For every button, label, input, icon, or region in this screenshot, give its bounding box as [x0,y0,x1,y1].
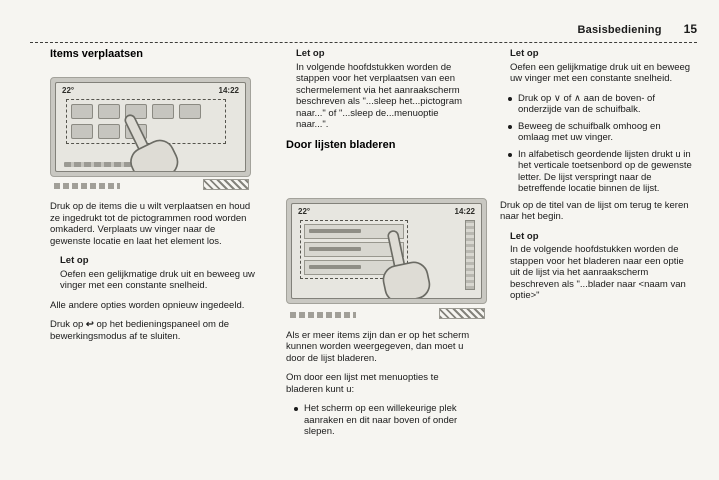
bullet-text: Druk op ∨ of ∧ aan de boven- of onderzijde van de schuifbalk. [518,92,655,115]
pointing-hand-icon [371,223,436,298]
section-title: Basisbediening [577,24,662,36]
note-block [60,255,258,292]
note-title: Let op [60,255,89,266]
screen-statusbar [56,83,245,97]
paragraph: Druk op de titel van de lijst om terug te keren naar het begin. [500,199,689,222]
paragraph: Als er meer items zijn dan er op het scherm kunnen worden weergegeven, dan moet u door de lijst bladeren. [286,329,470,364]
figure-scroll-lists [286,198,491,320]
page-header [30,20,697,43]
screen-display [291,203,482,299]
back-icon: ↩ [85,319,94,330]
bullet-item [508,93,692,116]
bullet-text: Het scherm op een willekeurige plek aanraken en dit naar boven of onder slepen. [304,403,458,437]
bullet-dot [294,407,298,411]
app-icon [98,104,120,119]
bullet-text: Beweeg de schuifbalk omhoog en omlaag met uw vinger. [518,120,661,143]
app-icon [71,104,93,119]
clock-label: 14:22 [218,86,239,95]
heading-door-lijsten-bladeren: Door lijsten bladeren [286,138,396,151]
paragraph [50,319,258,342]
app-icon [71,124,93,139]
bullet-item [508,121,692,144]
note-title: Let op [510,48,539,59]
list-item-text-blur [309,229,361,233]
temperature-label: 22° [62,86,75,95]
page-number: 15 [683,22,697,36]
paragraph: Druk op de items die u wilt verplaatsen en houd ze ingedrukt tot de pictogrammen rood worden omkaderd. Verplaats uw vinger naar de gewenste locatie en laat het element los. [50,201,251,247]
bullet-item [294,403,472,438]
app-icon [179,104,201,119]
bullet-text: In alfabetisch geordende lijsten drukt u in het verticale toetsenbord op de gewenste letter. De lijst verspringt naar de betreffende locatie binnen de lijst. [518,148,692,194]
infotainment-screen [50,77,251,177]
note-block [510,231,692,302]
paragraph-text: Druk op [50,319,84,330]
note-title: Let op [296,48,325,59]
paragraph: Om door een lijst met menuopties te bladeren kunt u: [286,372,439,395]
bullet-dot [508,97,512,101]
column-middle [286,48,475,443]
list-item-text-blur [309,265,361,269]
note-body: In de volgende hoofdstukken worden de stappen voor het bladeren naar een optie uit de lijst via het aanraakscherm beschreven als "...blader naar <naam van optie>" [510,244,686,301]
scrollbar [465,220,475,290]
hatch-block [203,179,249,190]
note-body: In volgende hoofdstukken worden de stappen voor het verplaatsen van een schermelement via het aanraakscherm beschreven als "...sleep het...pictogram naar..." of "...sleep de...menuoptie naar...". [296,61,463,130]
note-block [510,48,692,85]
bullet-item [508,149,692,195]
clock-label: 14:22 [454,206,475,216]
figure-move-items [50,77,255,191]
note-title: Let op [510,230,539,242]
screen-display [55,82,246,172]
column-right [500,48,692,443]
hatch-block [439,308,485,319]
heading-items-verplaatsen: Items verplaatsen [50,48,143,60]
note-body: Oefen een gelijkmatige druk uit en beweeg uw vinger met een constante snelheid. [510,61,691,84]
screen-statusbar [292,204,481,218]
paragraph-text: op het bedieningspaneel om de bewerkingsmodus af te sluiten. [50,319,230,342]
infotainment-screen [286,198,487,304]
bullet-dot [508,153,512,157]
column-left [50,48,258,443]
list-item-text-blur [309,247,361,251]
temperature-label: 22° [298,206,311,216]
caption-blur [290,312,356,318]
caption-blur [54,183,120,189]
bullet-dot [508,125,512,129]
content-columns [50,48,692,443]
note-body: Oefen een gelijkmatige druk uit en beweeg uw vinger met een constante snelheid. [60,268,255,291]
note-block [296,48,472,131]
paragraph: Alle andere opties worden opnieuw ingedeeld. [50,299,245,311]
